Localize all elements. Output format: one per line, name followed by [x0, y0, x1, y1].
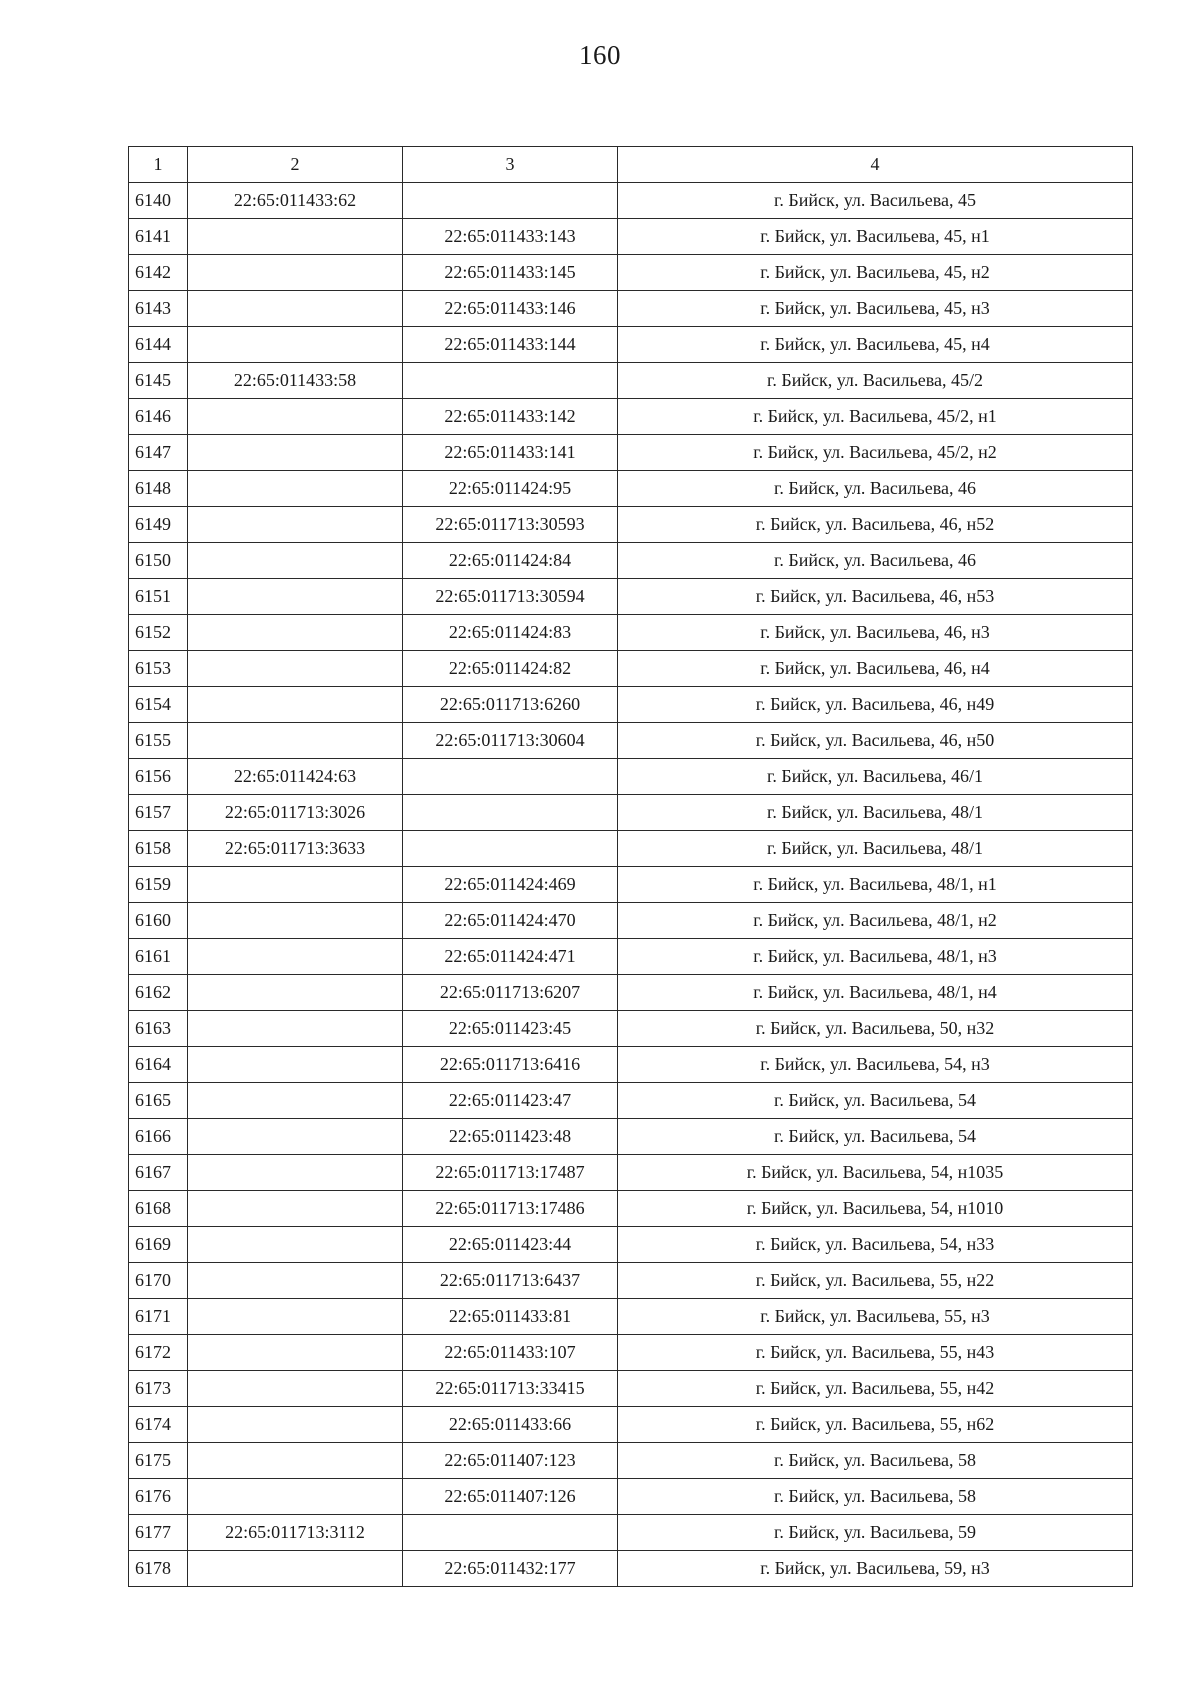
land-parcel-cadastral-cell	[188, 1371, 403, 1407]
row-number-cell: 6157	[129, 795, 188, 831]
table-row	[129, 939, 1133, 975]
table-row	[129, 687, 1133, 723]
table-row	[129, 1011, 1133, 1047]
registry-table-body	[129, 147, 1133, 1587]
table-row	[129, 579, 1133, 615]
table-row	[129, 1191, 1133, 1227]
land-parcel-cadastral-cell	[188, 1155, 403, 1191]
table-row	[129, 723, 1133, 759]
address-cell: г. Бийск, ул. Васильева, 46, н53	[618, 579, 1133, 615]
table-row	[129, 1515, 1133, 1551]
building-cadastral-cell: 22:65:011424:83	[403, 615, 618, 651]
row-number-cell: 6162	[129, 975, 188, 1011]
building-cadastral-cell: 22:65:011433:143	[403, 219, 618, 255]
table-row	[129, 399, 1133, 435]
land-parcel-cadastral-cell	[188, 723, 403, 759]
page-number: 160	[579, 40, 621, 70]
address-cell: г. Бийск, ул. Васильева, 45, н1	[618, 219, 1133, 255]
building-cadastral-cell: 22:65:011433:146	[403, 291, 618, 327]
address-cell: г. Бийск, ул. Васильева, 46/1	[618, 759, 1133, 795]
land-parcel-cadastral-cell	[188, 399, 403, 435]
land-parcel-cadastral-cell	[188, 1263, 403, 1299]
building-cadastral-cell: 22:65:011433:144	[403, 327, 618, 363]
land-parcel-cadastral-cell	[188, 507, 403, 543]
building-cadastral-cell: 22:65:011423:48	[403, 1119, 618, 1155]
table-row	[129, 219, 1133, 255]
row-number-cell: 6165	[129, 1083, 188, 1119]
address-cell: г. Бийск, ул. Васильева, 55, н3	[618, 1299, 1133, 1335]
table-row	[129, 1371, 1133, 1407]
table-row	[129, 1479, 1133, 1515]
land-parcel-cadastral-cell	[188, 1047, 403, 1083]
land-parcel-cadastral-cell	[188, 903, 403, 939]
table-row	[129, 1227, 1133, 1263]
building-cadastral-cell: 22:65:011433:141	[403, 435, 618, 471]
land-parcel-cadastral-cell: 22:65:011713:3026	[188, 795, 403, 831]
table-row	[129, 255, 1133, 291]
table-row	[129, 975, 1133, 1011]
address-cell: г. Бийск, ул. Васильева, 55, н42	[618, 1371, 1133, 1407]
land-parcel-cadastral-cell	[188, 1443, 403, 1479]
land-parcel-cadastral-cell	[188, 1119, 403, 1155]
row-number-cell: 6145	[129, 363, 188, 399]
land-parcel-cadastral-cell: 22:65:011713:3112	[188, 1515, 403, 1551]
table-row	[129, 1443, 1133, 1479]
row-number-cell: 6146	[129, 399, 188, 435]
address-cell: г. Бийск, ул. Васильева, 54, н1010	[618, 1191, 1133, 1227]
address-cell: г. Бийск, ул. Васильева, 46, н4	[618, 651, 1133, 687]
row-number-cell: 6176	[129, 1479, 188, 1515]
row-number-cell: 6153	[129, 651, 188, 687]
land-parcel-cadastral-cell	[188, 435, 403, 471]
building-cadastral-cell: 22:65:011433:145	[403, 255, 618, 291]
row-number-cell: 6177	[129, 1515, 188, 1551]
address-cell: г. Бийск, ул. Васильева, 58	[618, 1443, 1133, 1479]
land-parcel-cadastral-cell	[188, 219, 403, 255]
row-number-cell: 6159	[129, 867, 188, 903]
row-number-cell: 6147	[129, 435, 188, 471]
address-cell: г. Бийск, ул. Васильева, 45/2, н2	[618, 435, 1133, 471]
building-cadastral-cell: 22:65:011433:66	[403, 1407, 618, 1443]
land-parcel-cadastral-cell: 22:65:011433:58	[188, 363, 403, 399]
table-row	[129, 1119, 1133, 1155]
table-row	[129, 615, 1133, 651]
table-row	[129, 1407, 1133, 1443]
address-cell: г. Бийск, ул. Васильева, 46, н49	[618, 687, 1133, 723]
address-cell: г. Бийск, ул. Васильева, 48/1	[618, 831, 1133, 867]
table-row	[129, 1551, 1133, 1587]
address-cell: г. Бийск, ул. Васильева, 45, н4	[618, 327, 1133, 363]
building-cadastral-cell: 22:65:011423:44	[403, 1227, 618, 1263]
address-cell: г. Бийск, ул. Васильева, 45, н2	[618, 255, 1133, 291]
building-cadastral-cell: 22:65:011423:47	[403, 1083, 618, 1119]
land-parcel-cadastral-cell: 22:65:011433:62	[188, 183, 403, 219]
land-parcel-cadastral-cell	[188, 543, 403, 579]
table-row	[129, 651, 1133, 687]
row-number-cell: 6149	[129, 507, 188, 543]
address-cell: г. Бийск, ул. Васильева, 54, н1035	[618, 1155, 1133, 1191]
table-row	[129, 867, 1133, 903]
table-row	[129, 327, 1133, 363]
land-parcel-cadastral-cell	[188, 291, 403, 327]
row-number-cell: 6148	[129, 471, 188, 507]
address-cell: г. Бийск, ул. Васильева, 55, н62	[618, 1407, 1133, 1443]
building-cadastral-cell: 22:65:011713:30593	[403, 507, 618, 543]
table-row	[129, 183, 1133, 219]
building-cadastral-cell: 22:65:011713:17487	[403, 1155, 618, 1191]
row-number-cell: 6140	[129, 183, 188, 219]
building-cadastral-cell	[403, 759, 618, 795]
building-cadastral-cell: 22:65:011424:470	[403, 903, 618, 939]
address-cell: г. Бийск, ул. Васильева, 46	[618, 471, 1133, 507]
address-cell: г. Бийск, ул. Васильева, 45	[618, 183, 1133, 219]
land-parcel-cadastral-cell	[188, 327, 403, 363]
land-parcel-cadastral-cell	[188, 255, 403, 291]
table-row	[129, 1155, 1133, 1191]
table-row	[129, 543, 1133, 579]
land-parcel-cadastral-cell	[188, 939, 403, 975]
land-parcel-cadastral-cell	[188, 579, 403, 615]
address-cell: г. Бийск, ул. Васильева, 46	[618, 543, 1133, 579]
table-row	[129, 291, 1133, 327]
row-number-cell: 6170	[129, 1263, 188, 1299]
table-row	[129, 1299, 1133, 1335]
building-cadastral-cell: 22:65:011713:17486	[403, 1191, 618, 1227]
address-cell: г. Бийск, ул. Васильева, 48/1, н3	[618, 939, 1133, 975]
building-cadastral-cell: 22:65:011424:84	[403, 543, 618, 579]
row-number-cell: 6155	[129, 723, 188, 759]
table-row	[129, 759, 1133, 795]
row-number-cell: 6171	[129, 1299, 188, 1335]
address-cell: г. Бийск, ул. Васильева, 48/1, н2	[618, 903, 1133, 939]
building-cadastral-cell: 22:65:011713:6416	[403, 1047, 618, 1083]
row-number-cell: 6169	[129, 1227, 188, 1263]
land-parcel-cadastral-cell	[188, 651, 403, 687]
row-number-cell: 6156	[129, 759, 188, 795]
table-row	[129, 795, 1133, 831]
column-header-2: 2	[188, 147, 403, 183]
address-cell: г. Бийск, ул. Васильева, 45, н3	[618, 291, 1133, 327]
building-cadastral-cell: 22:65:011713:30594	[403, 579, 618, 615]
column-header-3: 3	[403, 147, 618, 183]
row-number-cell: 6178	[129, 1551, 188, 1587]
address-cell: г. Бийск, ул. Васильева, 48/1	[618, 795, 1133, 831]
row-number-cell: 6160	[129, 903, 188, 939]
building-cadastral-cell: 22:65:011713:33415	[403, 1371, 618, 1407]
land-parcel-cadastral-cell	[188, 1299, 403, 1335]
table-row	[129, 1263, 1133, 1299]
land-parcel-cadastral-cell	[188, 1191, 403, 1227]
row-number-cell: 6174	[129, 1407, 188, 1443]
row-number-cell: 6163	[129, 1011, 188, 1047]
building-cadastral-cell	[403, 183, 618, 219]
address-cell: г. Бийск, ул. Васильева, 46, н50	[618, 723, 1133, 759]
address-cell: г. Бийск, ул. Васильева, 54, н33	[618, 1227, 1133, 1263]
land-parcel-cadastral-cell	[188, 1011, 403, 1047]
row-number-cell: 6175	[129, 1443, 188, 1479]
address-cell: г. Бийск, ул. Васильева, 45/2	[618, 363, 1133, 399]
table-row	[129, 507, 1133, 543]
row-number-cell: 6173	[129, 1371, 188, 1407]
address-cell: г. Бийск, ул. Васильева, 54, н3	[618, 1047, 1133, 1083]
row-number-cell: 6141	[129, 219, 188, 255]
address-cell: г. Бийск, ул. Васильева, 54	[618, 1083, 1133, 1119]
land-parcel-cadastral-cell	[188, 687, 403, 723]
row-number-cell: 6172	[129, 1335, 188, 1371]
building-cadastral-cell: 22:65:011713:6437	[403, 1263, 618, 1299]
row-number-cell: 6150	[129, 543, 188, 579]
building-cadastral-cell: 22:65:011713:30604	[403, 723, 618, 759]
building-cadastral-cell: 22:65:011424:82	[403, 651, 618, 687]
building-cadastral-cell: 22:65:011424:471	[403, 939, 618, 975]
table-row	[129, 1047, 1133, 1083]
land-parcel-cadastral-cell	[188, 1479, 403, 1515]
row-number-cell: 6167	[129, 1155, 188, 1191]
land-parcel-cadastral-cell	[188, 1227, 403, 1263]
building-cadastral-cell: 22:65:011433:142	[403, 399, 618, 435]
address-cell: г. Бийск, ул. Васильева, 59, н3	[618, 1551, 1133, 1587]
building-cadastral-cell: 22:65:011432:177	[403, 1551, 618, 1587]
row-number-cell: 6142	[129, 255, 188, 291]
address-cell: г. Бийск, ул. Васильева, 59	[618, 1515, 1133, 1551]
land-parcel-cadastral-cell: 22:65:011713:3633	[188, 831, 403, 867]
table-header-row	[129, 147, 1133, 183]
building-cadastral-cell: 22:65:011424:469	[403, 867, 618, 903]
table-row	[129, 363, 1133, 399]
land-parcel-cadastral-cell	[188, 471, 403, 507]
table-row	[129, 435, 1133, 471]
table-row	[129, 903, 1133, 939]
row-number-cell: 6168	[129, 1191, 188, 1227]
row-number-cell: 6144	[129, 327, 188, 363]
address-cell: г. Бийск, ул. Васильева, 45/2, н1	[618, 399, 1133, 435]
land-parcel-cadastral-cell	[188, 1335, 403, 1371]
building-cadastral-cell: 22:65:011424:95	[403, 471, 618, 507]
land-parcel-cadastral-cell	[188, 975, 403, 1011]
table-row	[129, 1335, 1133, 1371]
building-cadastral-cell	[403, 1515, 618, 1551]
address-cell: г. Бийск, ул. Васильева, 46, н52	[618, 507, 1133, 543]
address-cell: г. Бийск, ул. Васильева, 54	[618, 1119, 1133, 1155]
land-parcel-cadastral-cell	[188, 1083, 403, 1119]
building-cadastral-cell: 22:65:011423:45	[403, 1011, 618, 1047]
row-number-cell: 6143	[129, 291, 188, 327]
building-cadastral-cell	[403, 363, 618, 399]
address-cell: г. Бийск, ул. Васильева, 48/1, н4	[618, 975, 1133, 1011]
land-parcel-cadastral-cell	[188, 1551, 403, 1587]
row-number-cell: 6164	[129, 1047, 188, 1083]
table-row	[129, 471, 1133, 507]
table-row	[129, 831, 1133, 867]
land-parcel-cadastral-cell	[188, 1407, 403, 1443]
building-cadastral-cell	[403, 795, 618, 831]
land-parcel-cadastral-cell: 22:65:011424:63	[188, 759, 403, 795]
address-cell: г. Бийск, ул. Васильева, 55, н22	[618, 1263, 1133, 1299]
address-cell: г. Бийск, ул. Васильева, 50, н32	[618, 1011, 1133, 1047]
building-cadastral-cell: 22:65:011713:6260	[403, 687, 618, 723]
building-cadastral-cell	[403, 831, 618, 867]
row-number-cell: 6161	[129, 939, 188, 975]
registry-table	[128, 146, 1133, 1587]
column-header-4: 4	[618, 147, 1133, 183]
row-number-cell: 6166	[129, 1119, 188, 1155]
row-number-cell: 6154	[129, 687, 188, 723]
land-parcel-cadastral-cell	[188, 867, 403, 903]
column-header-1: 1	[129, 147, 188, 183]
building-cadastral-cell: 22:65:011713:6207	[403, 975, 618, 1011]
address-cell: г. Бийск, ул. Васильева, 58	[618, 1479, 1133, 1515]
row-number-cell: 6151	[129, 579, 188, 615]
address-cell: г. Бийск, ул. Васильева, 48/1, н1	[618, 867, 1133, 903]
row-number-cell: 6158	[129, 831, 188, 867]
building-cadastral-cell: 22:65:011407:123	[403, 1443, 618, 1479]
table-row	[129, 1083, 1133, 1119]
land-parcel-cadastral-cell	[188, 615, 403, 651]
row-number-cell: 6152	[129, 615, 188, 651]
building-cadastral-cell: 22:65:011433:81	[403, 1299, 618, 1335]
building-cadastral-cell: 22:65:011433:107	[403, 1335, 618, 1371]
address-cell: г. Бийск, ул. Васильева, 55, н43	[618, 1335, 1133, 1371]
building-cadastral-cell: 22:65:011407:126	[403, 1479, 618, 1515]
address-cell: г. Бийск, ул. Васильева, 46, н3	[618, 615, 1133, 651]
